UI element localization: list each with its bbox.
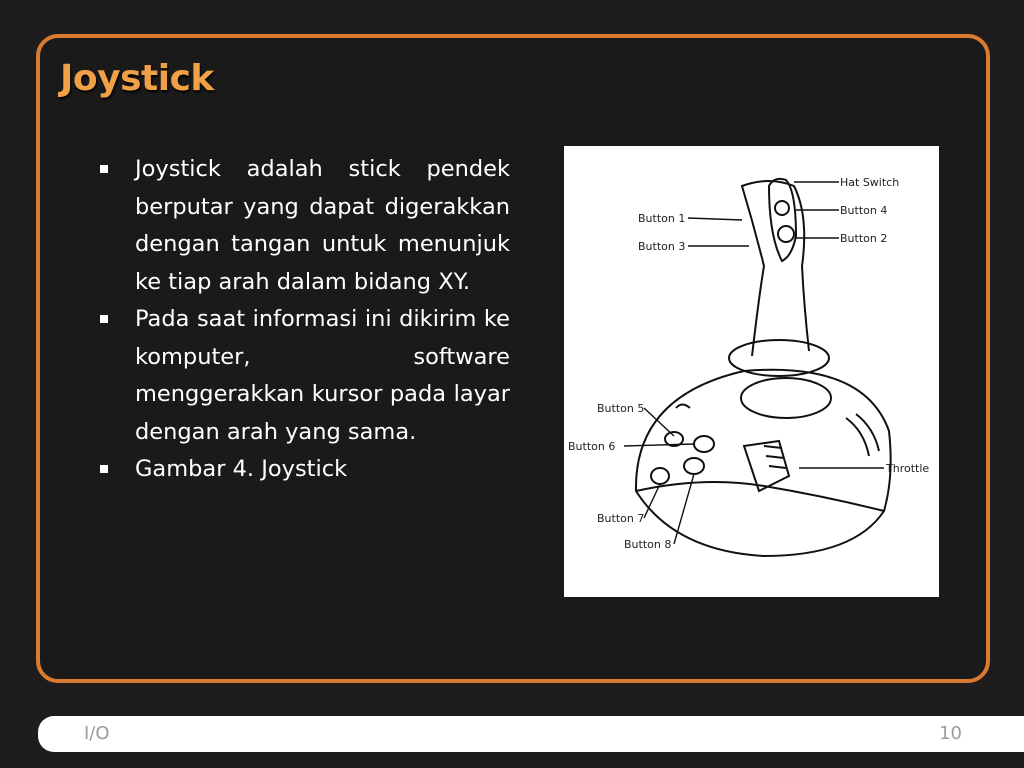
hat-switch-icon <box>775 201 789 215</box>
bullet-item <box>96 451 510 489</box>
label-throttle: Throttle <box>886 462 930 475</box>
joystick-head <box>769 179 796 261</box>
throttle-ridges <box>764 446 786 468</box>
footer-bar <box>38 716 1024 752</box>
joystick-base-edge <box>636 482 884 511</box>
slide-title: Joystick <box>60 58 214 99</box>
square-bullet-icon <box>100 465 108 473</box>
bullet-text: Gambar 4. Joystick <box>135 456 348 482</box>
page-number: 10 <box>939 723 962 744</box>
bullet-text: Joystick adalah stick pendek berputar yang dapat digerakkan dengan tangan untuk menunjuk ke tiap arah dalam bidang XY. <box>135 156 510 295</box>
joystick-pivot <box>741 378 831 418</box>
bullet-list <box>96 151 510 489</box>
joystick-diagram <box>564 146 939 597</box>
label-button-7: Button 7 <box>597 512 645 525</box>
joystick-base-shape <box>636 370 891 556</box>
button-2-icon <box>778 226 794 242</box>
footer-section-label: I/O <box>84 723 110 744</box>
label-button-1: Button 1 <box>638 212 686 225</box>
joystick-figure <box>564 146 939 597</box>
button-6-icon <box>694 436 714 452</box>
label-button-4: Button 4 <box>840 204 888 217</box>
label-button-3: Button 3 <box>638 240 686 253</box>
bullet-item <box>96 151 510 301</box>
label-button-8: Button 8 <box>624 538 672 551</box>
label-button-6: Button 6 <box>568 440 616 453</box>
button-8-icon <box>684 458 704 474</box>
label-button-5: Button 5 <box>597 402 645 415</box>
bullet-item <box>96 301 510 451</box>
base-bump <box>676 405 690 409</box>
joystick-grip-ridges <box>846 414 879 456</box>
square-bullet-icon <box>100 315 108 323</box>
label-button-2: Button 2 <box>840 232 888 245</box>
label-hat-switch: Hat Switch <box>840 176 900 189</box>
square-bullet-icon <box>100 165 108 173</box>
button-7-icon <box>651 468 669 484</box>
bullet-text: Pada saat informasi ini dikirim ke komputer, software menggerakkan kursor pada layar dengan arah yang sama. <box>135 306 510 445</box>
